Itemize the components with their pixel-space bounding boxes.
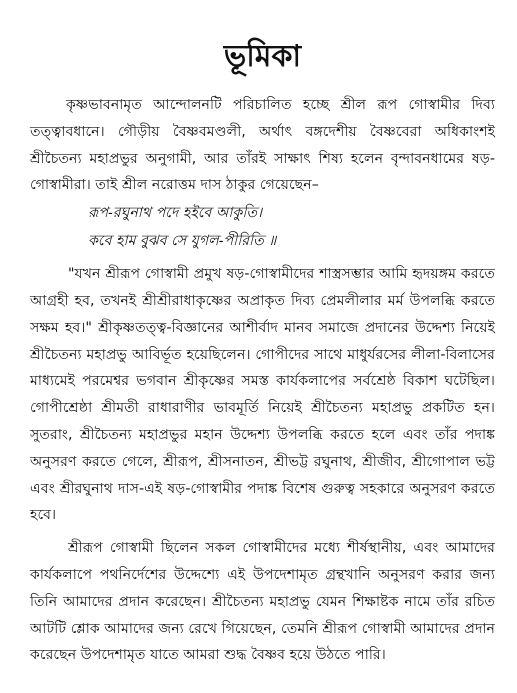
intro-paragraph: কৃষ্ণভাবনামৃত আন্দোলনটি পরিচালিত হচ্ছে শ্রীল রূপ গোস্বামীর দিব্য তত্ত্বাবধানে। গৌড়ীয় বৈষ্ণবমণ্ডলী, অর্থাৎ বঙ্গদেশীয় বৈষ্ণবেরা অধিকাংশই শ্রীচৈতন্য মহাপ্রভুর অনুগামী, আর তাঁরই সাক্ষাৎ শিষ্য হলেন বৃন্দাবনধামের ষড়-গোস্বামীরা। তাই শ্রীল নরোত্তম দাস ঠাকুর গেয়েছেন– <box>30 97 495 194</box>
body-paragraph-3: শ্রীরূপ গোস্বামী ছিলেন সকল গোস্বামীদের মধ্যে শীর্ষস্থানীয়, এবং আমাদের কার্যকলাপে পথনির্দেশের উদ্দেশ্যে এই উপদেশামৃত গ্রন্থখানি অনুসরণ করার জন্য তিনি আমাদের প্রদান করেছেন। শ্রীচৈতন্য মহাপ্রভু যেমন শিক্ষাষ্টক নামে তাঁর রচিত আটটি শ্লোক আমাদের জন্য রেখে গিয়েছেন, তেমনি শ্রীরূপ গোস্বামী আমাদের প্রদান করেছেন উপদেশামৃত যাতে আমরা শুদ্ধ বৈষ্ণব হয়ে উঠতে পারি। <box>30 540 495 664</box>
verse-line-1: রূপ-রঘুনাথ পদে হইবে আকুতি। <box>88 205 263 222</box>
verse-quote <box>30 199 495 255</box>
verse-line-2: কবে হাম বুঝব সে যুগল-পীরিতি ॥ <box>88 233 277 250</box>
body-paragraph-2: "যখন শ্রীরূপ গোস্বামী প্রমুখ ষড়-গোস্বামীদের শাস্ত্রসম্ভার আমি হৃদয়ঙ্গম করতে আগ্রহী হব, তখনই শ্রীশ্রীরাধাকৃষ্ণের অপ্রাকৃত দিব্য প্রেমলীলার মর্ম উপলব্ধি করতে সক্ষম হব।" শ্রীকৃষ্ণতত্ত্ব-বিজ্ঞানের আশীর্বাদ মানব সমাজে প্রদানের উদ্দেশ্য নিয়েই শ্রীচৈতন্য মহাপ্রভু আবির্ভূত হয়েছিলেন। গোপীদের সাথে মাধুর্যরসের লীলা-বিলাসের মাধ্যমেই পরমেশ্বর ভগবান শ্রীকৃষ্ণের সমস্ত কার্যকলাপের সর্বশ্রেষ্ঠ বিকাশ ঘটেছিল। গোপীশ্রেষ্ঠা শ্রীমতী রাধারাণীর ভাবমূর্তি নিয়েই শ্রীচৈতন্য মহাপ্রভু প্রকটিত হন। সুতরাং, শ্রীচৈতন্য মহাপ্রভুর মহান উদ্দেশ্য উপলব্ধি করতে হলে এবং তাঁর পদাঙ্ক অনুসরণ করতে গেলে, শ্রীরূপ, শ্রীসনাতন, শ্রীভট্ট রঘুনাথ, শ্রীজীব, শ্রীগোপাল ভট্ট এবং শ্রীরঘুনাথ দাস-এই ষড়-গোস্বামীর পদাঙ্ক বিশেষ গুরুত্ব সহকারে অনুসরণ করতে হবে। <box>30 266 495 524</box>
page-title: ভূমিকা <box>223 39 302 74</box>
